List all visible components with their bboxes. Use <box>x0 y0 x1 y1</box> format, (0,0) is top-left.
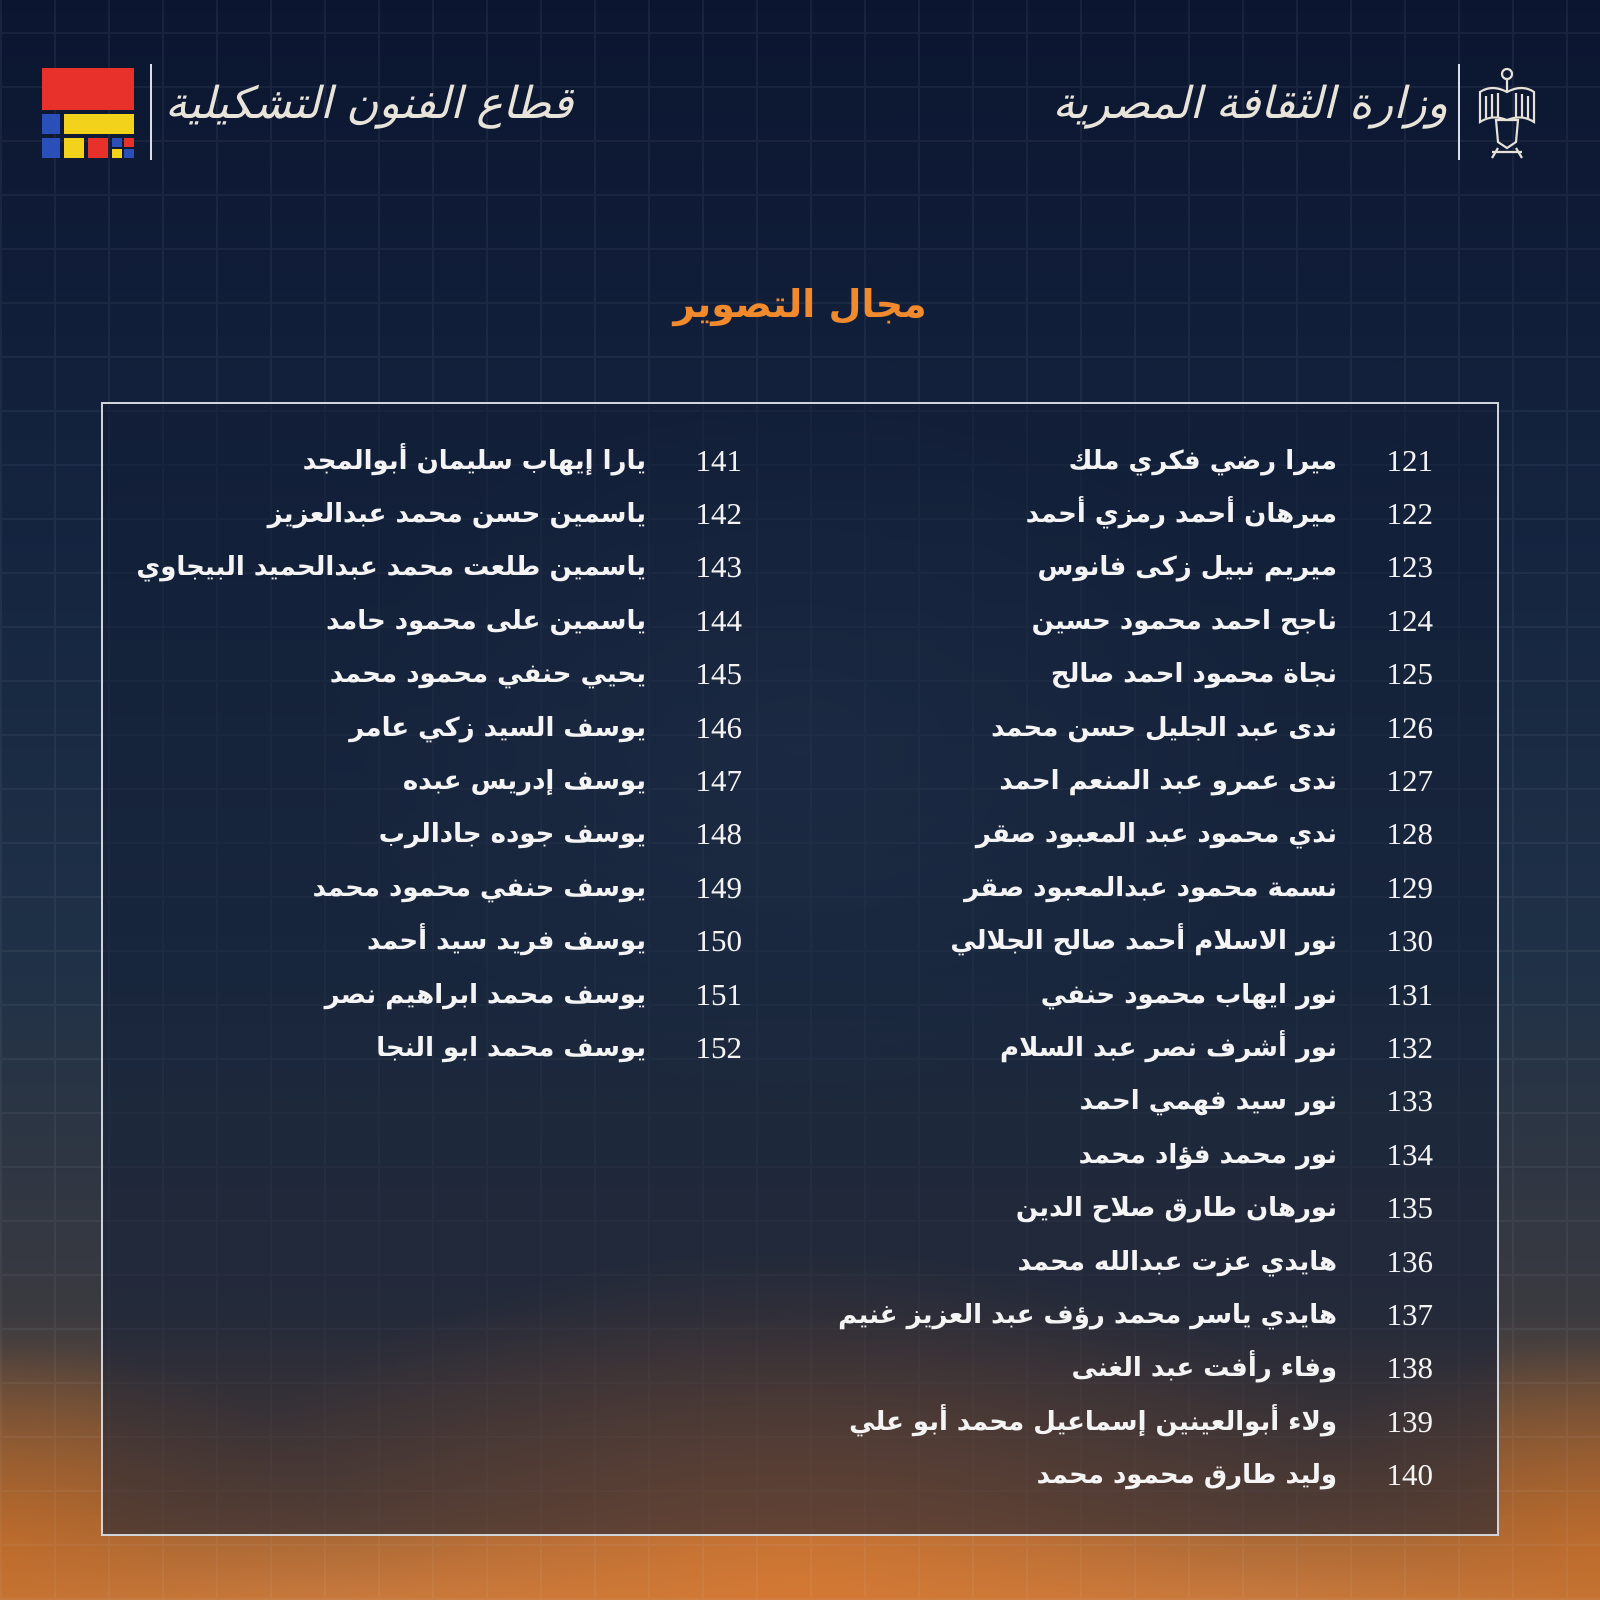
entry-name: يوسف جوده جادالرب <box>378 819 646 850</box>
entry-number: 139 <box>1386 1403 1433 1439</box>
entry-number: 127 <box>1386 763 1433 799</box>
entry-name: نجاة محمود احمد صالح <box>1050 659 1337 690</box>
entry-name: يوسف السيد زكي عامر <box>349 712 646 743</box>
header-divider-right <box>1458 64 1460 160</box>
entry-name: ندى عبد الجليل حسن محمد <box>991 712 1337 743</box>
names-panel <box>101 402 1499 1536</box>
entry-name: يارا إيهاب سليمان أبوالمجد <box>302 445 646 476</box>
entry-name: ميرا رضي فكري ملك <box>1068 445 1337 476</box>
header <box>0 0 1600 180</box>
entry-name: ناجح احمد محمود حسين <box>1031 605 1337 636</box>
entry-number: 138 <box>1386 1350 1433 1386</box>
list-item <box>793 434 1433 487</box>
entry-name: ياسمين طلعت محمد عبدالحميد البيجاوي <box>136 552 646 583</box>
entry-number: 136 <box>1386 1243 1433 1279</box>
entry-number: 134 <box>1386 1136 1433 1172</box>
entry-name: نورهان طارق صلاح الدين <box>1015 1193 1337 1224</box>
entry-name: نور الاسلام أحمد صالح الجلالي <box>950 926 1337 957</box>
list-item <box>793 754 1433 807</box>
left-column <box>102 434 742 1075</box>
ministry-name: وزارة الثقافة المصرية <box>1052 78 1448 129</box>
list-item <box>793 648 1433 701</box>
entry-name: يحيي حنفي محمود محمد <box>329 659 646 690</box>
entry-name: هايدي ياسر محمد رؤف عبد العزيز غنيم <box>838 1299 1337 1330</box>
entry-name: ميرهان أحمد رمزي أحمد <box>1025 499 1337 530</box>
entry-name: نسمة محمود عبدالمعبود صقر <box>964 872 1337 903</box>
entry-number: 146 <box>695 709 742 745</box>
entry-name: وليد طارق محمود محمد <box>1036 1460 1337 1491</box>
entry-number: 122 <box>1386 496 1433 532</box>
list-item <box>793 1075 1433 1128</box>
list-item <box>793 915 1433 968</box>
list-item <box>102 701 742 754</box>
entry-number: 124 <box>1386 602 1433 638</box>
entry-number: 128 <box>1386 816 1433 852</box>
entry-number: 152 <box>695 1029 742 1065</box>
entry-number: 131 <box>1386 976 1433 1012</box>
list-item <box>793 701 1433 754</box>
page-title: مجال التصوير <box>673 282 927 326</box>
entry-number: 143 <box>695 549 742 585</box>
entry-name: ندى عمرو عبد المنعم احمد <box>999 766 1337 797</box>
entry-number: 133 <box>1386 1083 1433 1119</box>
list-item <box>102 487 742 540</box>
entry-name: يوسف فريد سيد أحمد <box>366 926 646 957</box>
entry-name: نور محمد فؤاد محمد <box>1078 1139 1337 1170</box>
entry-name: يوسف حنفي محمود محمد <box>312 872 646 903</box>
list-item <box>102 968 742 1021</box>
list-item <box>793 1021 1433 1074</box>
list-item <box>102 861 742 914</box>
list-item <box>102 915 742 968</box>
entry-name: نور أشرف نصر عبد السلام <box>1000 1032 1337 1063</box>
entry-number: 141 <box>695 442 742 478</box>
entry-name: هايدي عزت عبدالله محمد <box>1017 1246 1337 1277</box>
list-item <box>102 594 742 647</box>
entry-name: ميريم نبيل زكى فانوس <box>1037 552 1337 583</box>
entry-name: ياسمين حسن محمد عبدالعزيز <box>267 499 646 530</box>
color-blocks-logo-icon <box>42 68 134 158</box>
sector-name: قطاع الفنون التشكيلية <box>165 78 574 129</box>
list-item <box>102 808 742 861</box>
entry-number: 132 <box>1386 1029 1433 1065</box>
entry-number: 150 <box>695 923 742 959</box>
entry-number: 130 <box>1386 923 1433 959</box>
entry-name: يوسف محمد ابراهيم نصر <box>324 979 646 1010</box>
entry-name: نور سيد فهمي احمد <box>1079 1086 1337 1117</box>
entry-number: 125 <box>1386 656 1433 692</box>
list-item <box>102 434 742 487</box>
entry-number: 135 <box>1386 1190 1433 1226</box>
list-item <box>793 1128 1433 1181</box>
entry-number: 140 <box>1386 1457 1433 1493</box>
list-item <box>793 861 1433 914</box>
entry-number: 147 <box>695 763 742 799</box>
entry-name: يوسف محمد ابو النجا <box>376 1032 646 1063</box>
list-item <box>793 968 1433 1021</box>
list-item <box>793 1288 1433 1341</box>
list-item <box>102 541 742 594</box>
list-item <box>793 1395 1433 1448</box>
list-item <box>102 648 742 701</box>
list-item <box>102 1021 742 1074</box>
entry-name: ندي محمود عبد المعبود صقر <box>975 819 1337 850</box>
list-item <box>102 754 742 807</box>
entry-number: 145 <box>695 656 742 692</box>
entry-number: 137 <box>1386 1296 1433 1332</box>
right-column <box>793 434 1433 1502</box>
list-item <box>793 594 1433 647</box>
entry-number: 121 <box>1386 442 1433 478</box>
list-item <box>793 1235 1433 1288</box>
list-item <box>793 487 1433 540</box>
list-item <box>793 808 1433 861</box>
entry-number: 123 <box>1386 549 1433 585</box>
entry-number: 129 <box>1386 869 1433 905</box>
entry-name: نور ايهاب محمود حنفي <box>1040 979 1337 1010</box>
header-divider-left <box>150 64 152 160</box>
entry-number: 144 <box>695 602 742 638</box>
entry-number: 151 <box>695 976 742 1012</box>
entry-name: ولاء أبوالعينين إسماعيل محمد أبو علي <box>849 1406 1337 1437</box>
eagle-emblem-icon <box>1472 62 1542 162</box>
list-item <box>793 541 1433 594</box>
entry-name: وفاء رأفت عبد الغنى <box>1071 1353 1337 1384</box>
list-item <box>793 1342 1433 1395</box>
entry-number: 126 <box>1386 709 1433 745</box>
entry-number: 148 <box>695 816 742 852</box>
entry-name: ياسمين على محمود حامد <box>326 605 646 636</box>
entry-name: يوسف إدريس عبده <box>402 766 646 797</box>
entry-number: 142 <box>695 496 742 532</box>
list-item <box>793 1181 1433 1234</box>
entry-number: 149 <box>695 869 742 905</box>
list-item <box>793 1448 1433 1501</box>
